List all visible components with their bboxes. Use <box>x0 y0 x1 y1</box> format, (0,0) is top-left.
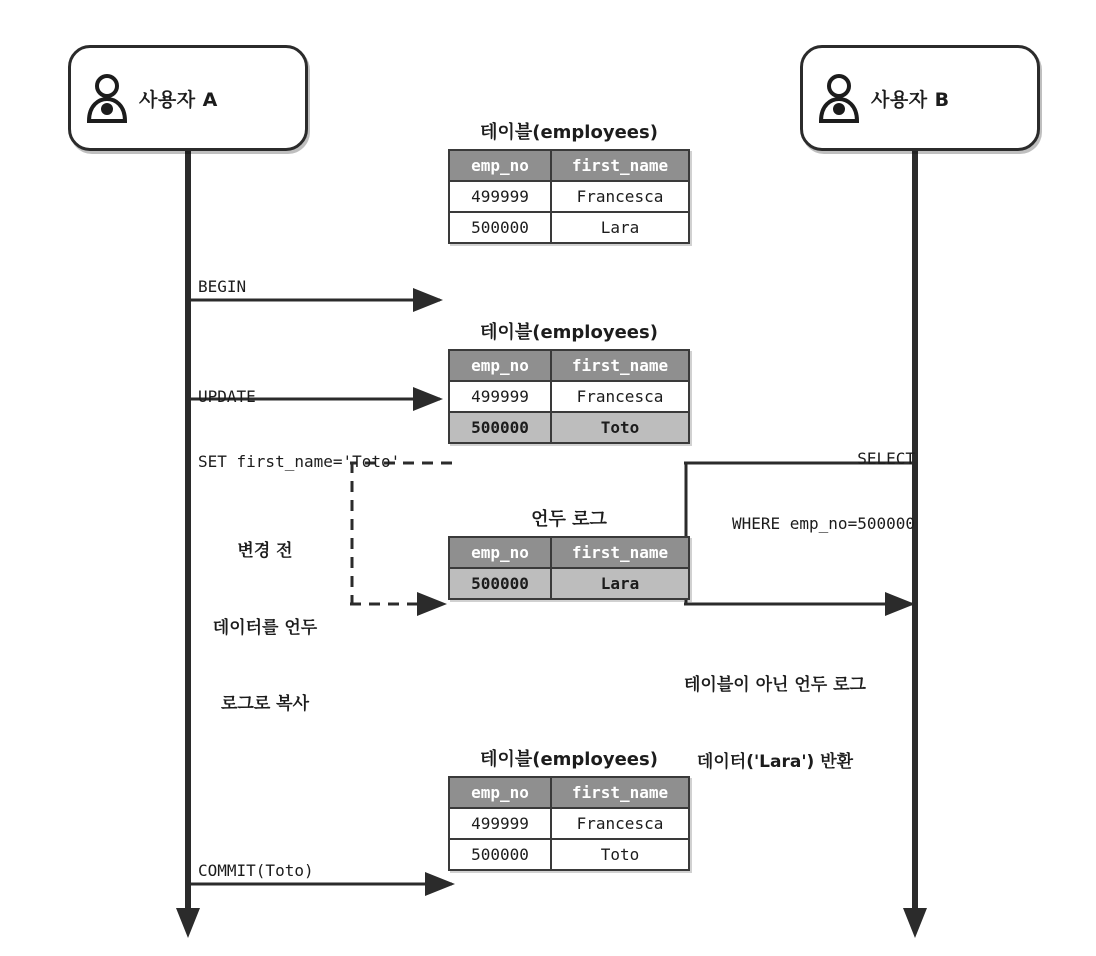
cell-first-name: Toto <box>551 412 689 443</box>
message-label-begin: BEGIN <box>198 277 247 296</box>
cell-emp-no: 499999 <box>449 381 551 412</box>
table-caption: 테이블(employees) <box>480 749 658 770</box>
person-icon <box>817 73 861 123</box>
cell-emp-no: 500000 <box>449 412 551 443</box>
cell-first-name: Toto <box>551 839 689 870</box>
column-header-emp-no: emp_no <box>449 350 551 381</box>
note-undo-return <box>610 622 940 826</box>
message-label-select <box>640 405 915 578</box>
column-header-emp-no: emp_no <box>449 537 551 568</box>
column-header-first-name: first_name <box>551 537 689 568</box>
note-undo-copy-line1: 변경 전 <box>237 541 293 561</box>
message-label-commit: COMMIT(Toto) <box>198 861 314 880</box>
table-row <box>449 839 689 870</box>
cell-first-name: Francesca <box>551 181 689 212</box>
table-header-row <box>449 350 689 381</box>
table-row <box>449 212 689 243</box>
actor-user-b[interactable] <box>800 45 1040 151</box>
actor-label: 사용자 B <box>871 88 950 111</box>
message-label-update-line1: UPDATE <box>198 387 256 407</box>
person-icon <box>85 73 129 123</box>
message-label-select-line1: SELECT <box>857 449 915 469</box>
cell-first-name: Francesca <box>551 808 689 839</box>
note-undo-copy-line3: 로그로 복사 <box>220 694 310 714</box>
note-undo-copy-line2: 데이터를 언두 <box>212 617 318 638</box>
column-header-emp-no: emp_no <box>449 777 551 808</box>
cell-emp-no: 500000 <box>449 568 551 599</box>
table-caption: 언두 로그 <box>531 509 607 530</box>
cell-emp-no: 499999 <box>449 808 551 839</box>
cell-emp-no: 500000 <box>449 839 551 870</box>
actor-label: 사용자 A <box>139 88 218 111</box>
cell-emp-no: 500000 <box>449 212 551 243</box>
cell-emp-no: 499999 <box>449 181 551 212</box>
table-employees-before <box>448 118 690 244</box>
column-header-first-name: first_name <box>551 777 689 808</box>
column-header-emp-no: emp_no <box>449 150 551 181</box>
actor-user-a[interactable] <box>68 45 308 151</box>
table-caption: 테이블(employees) <box>480 122 658 143</box>
cell-first-name: Francesca <box>551 381 689 412</box>
data-table <box>448 149 690 244</box>
table-row <box>449 181 689 212</box>
note-undo-copy <box>180 488 350 769</box>
note-undo-return-line1: 테이블이 아닌 언두 로그 <box>684 675 866 695</box>
note-undo-return-line2: 데이터('Lara') 반환 <box>696 751 854 772</box>
column-header-first-name: first_name <box>551 150 689 181</box>
message-label-update-line2: SET first_name='Toto' <box>198 451 401 471</box>
table-header-row <box>449 150 689 181</box>
cell-first-name: Lara <box>551 212 689 243</box>
cell-first-name: Lara <box>551 568 689 599</box>
table-caption: 테이블(employees) <box>480 322 658 343</box>
column-header-first-name: first_name <box>551 350 689 381</box>
message-label-select-line2: WHERE emp_no=500000 <box>731 513 915 533</box>
